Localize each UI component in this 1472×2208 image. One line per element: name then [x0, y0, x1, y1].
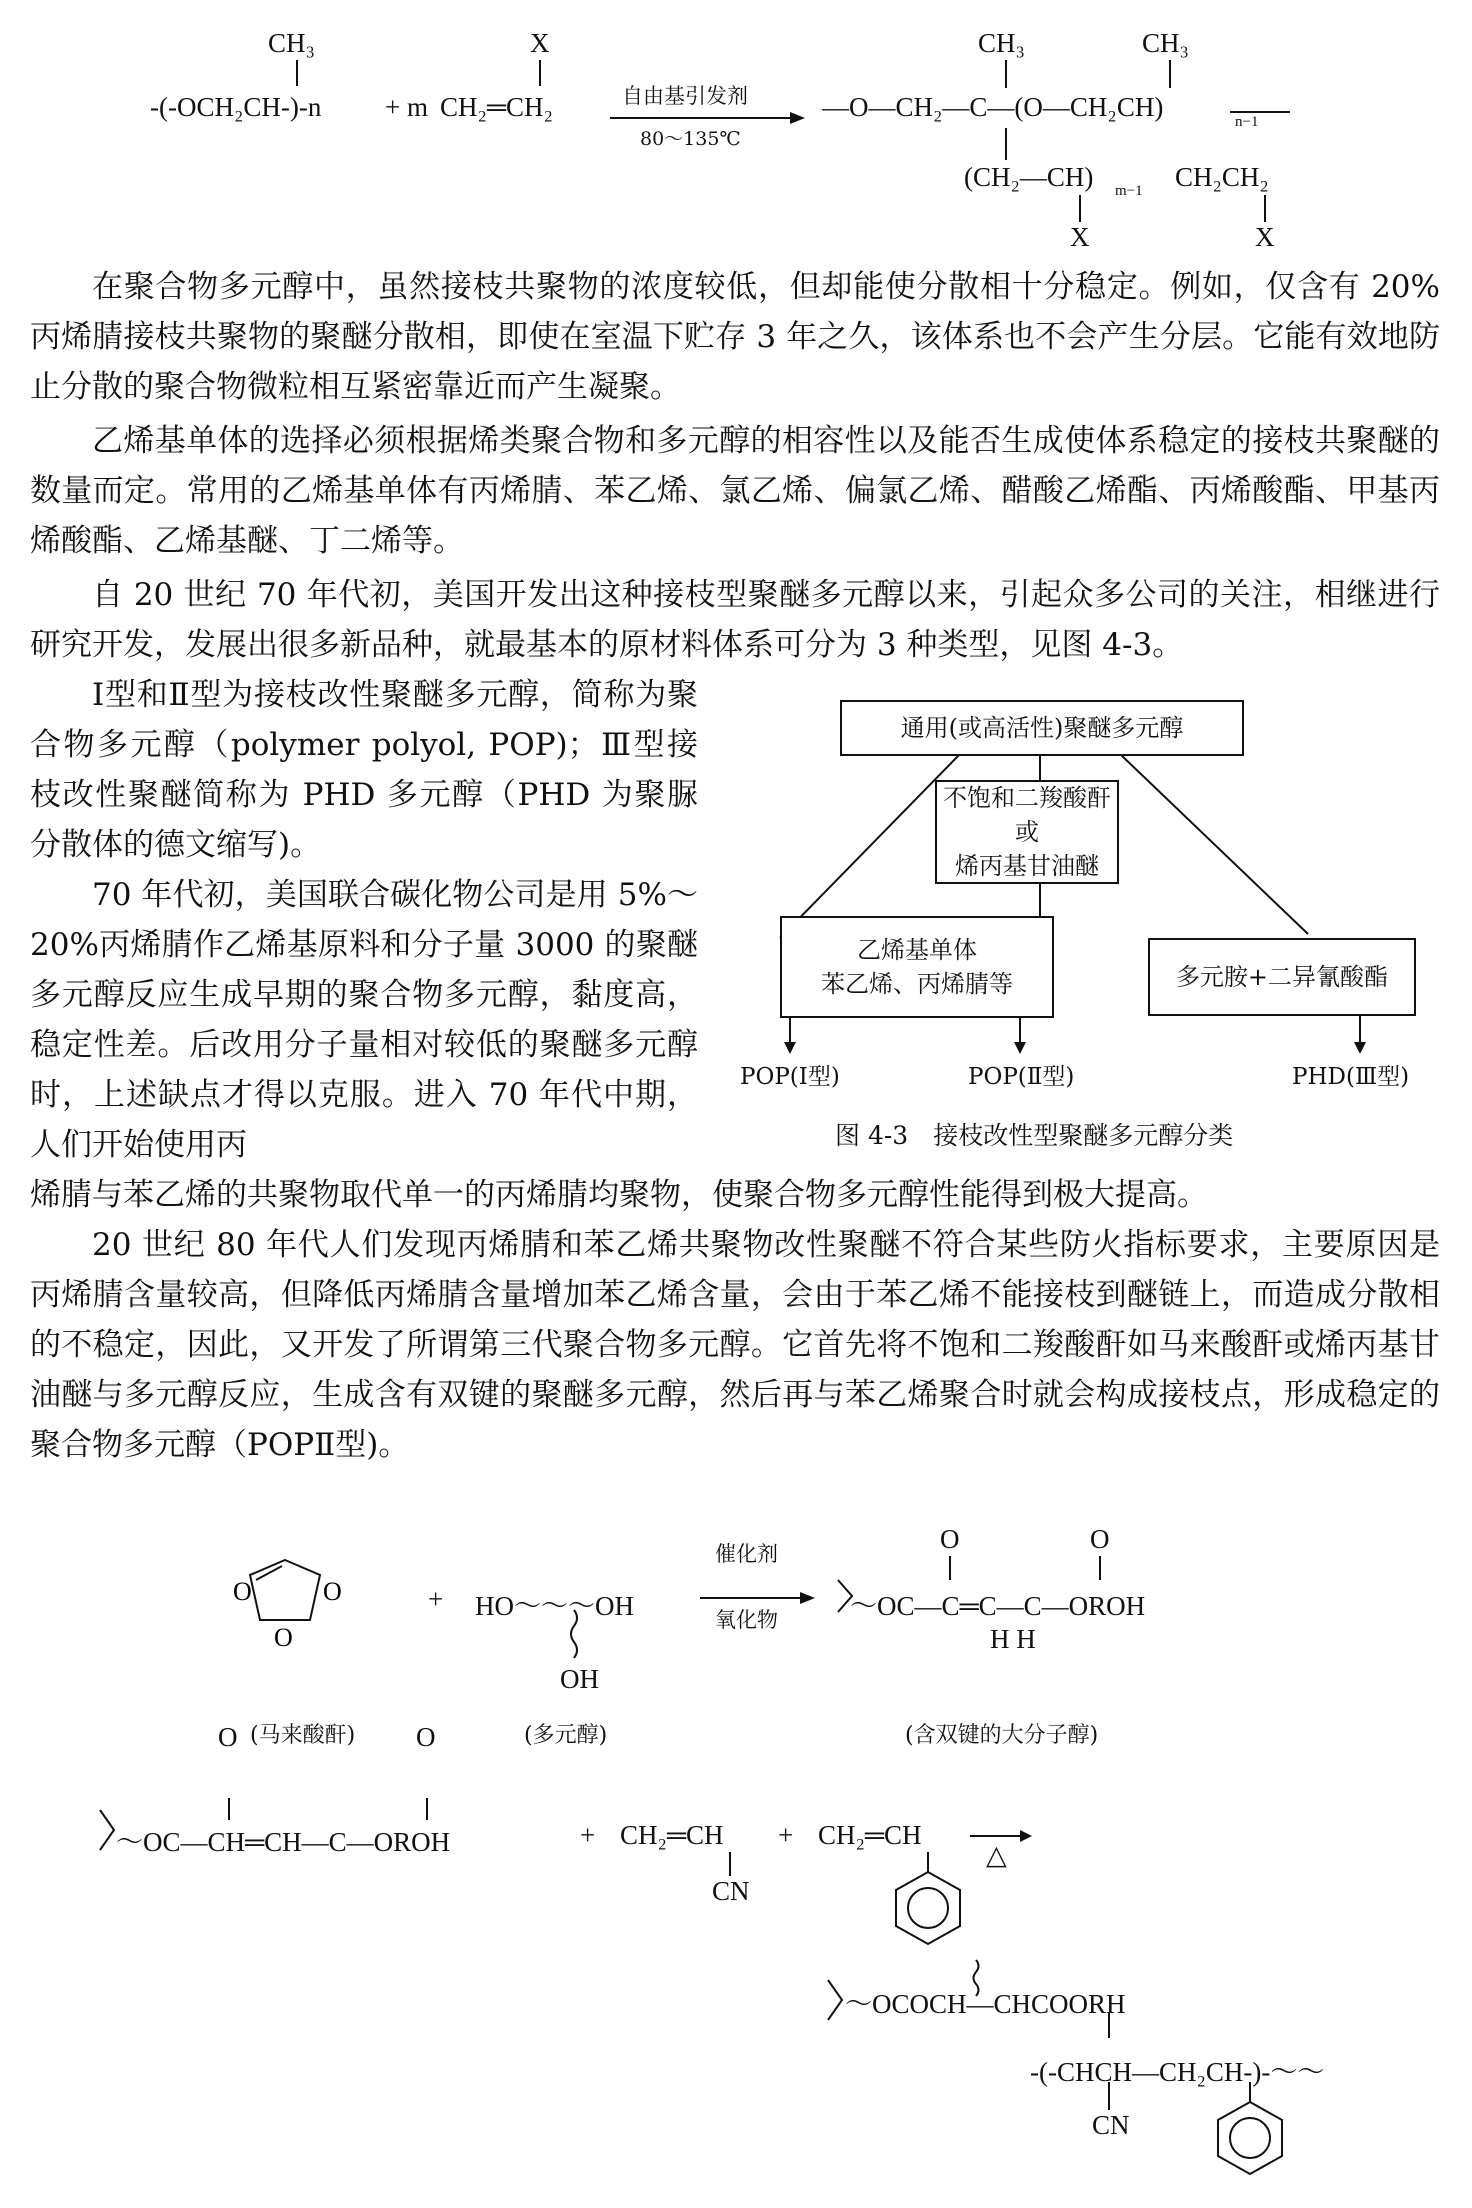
eq2-plus: +	[428, 1584, 444, 1614]
paragraph-2: 乙烯基单体的选择必须根据烯类聚合物和多元醇的相容性以及能否生成使体系稳定的接枝共聚醚的数量而定。常用的乙烯基单体有丙烯腈、苯乙烯、氯乙烯、偏氯乙烯、醋酸乙烯酯、丙烯酸酯、甲基丙烯酸酯、乙烯基醚、丁二烯等。	[30, 423, 1440, 559]
eq4-cn: CN	[1092, 2110, 1130, 2140]
maleic-anhydride-ring	[250, 1560, 320, 1620]
svg-text:O: O	[233, 1577, 252, 1606]
eq2-arrow-bottom: 氧化物	[715, 1608, 778, 1632]
paragraph-4: Ⅰ型和Ⅱ型为接枝改性聚醚多元醇，简称为聚合物多元醇（polymer polyol, POP)；Ⅲ型接枝改性聚醚简称为 PHD 多元醇（PHD 为聚脲分散体的德文缩写)。	[30, 677, 698, 863]
eq1-product-main: —O—CH₂—C—(O—CH₂CH)	[822, 92, 1164, 122]
diagram-middle-line3: 烯丙基甘油醚	[955, 852, 1099, 880]
eq3-styrene: CH₂═CH	[818, 1820, 922, 1850]
eq2-arrow-top: 催化剂	[715, 1542, 778, 1566]
diagram-middle-line1: 不饱和二羧酸酐	[943, 784, 1111, 812]
eq3-o2: O	[416, 1722, 436, 1752]
equation-3-structures	[0, 1760, 1472, 1960]
eq1-branch-sub: m−1	[1115, 183, 1143, 199]
eq1-branch: (CH₂—CH)	[964, 162, 1094, 192]
eq3-plus2: +	[778, 1820, 794, 1850]
eq3-left: ～OC—CH═CH—C—OROH	[116, 1827, 451, 1857]
paragraph-6: 20 世纪 80 年代人们发现丙烯腈和苯乙烯共聚物改性聚醚不符合某些防火指标要求，主要原因是丙烯腈含量较高，但降低丙烯腈含量增加苯乙烯含量，会由于苯乙烯不能接枝到醚链上，而造成分散相的不稳定，因此，又开发了所谓第三代聚合物多元醇。它首先将不饱和二羧酸酐如马来酸酐或烯丙基甘油醚与多元醇反应，生成含有双键的聚醚多元醇，然后再与苯乙烯聚合时就会构成接枝点，形成稳定的聚合物多元醇（POPⅡ型)。	[30, 1227, 1440, 1463]
diagram-top-label: 通用(或高活性)聚醚多元醇	[900, 714, 1184, 742]
diagram-output-1: POP(Ⅰ型)	[740, 1064, 840, 1090]
diagram-top-box	[840, 700, 1244, 756]
diagram-left-line1: 乙烯基单体	[857, 936, 977, 964]
diagram-right-box	[1148, 938, 1416, 1016]
label-maleic-anhydride: (马来酸酐)	[250, 1723, 356, 1748]
eq1-ch3: CH₃	[268, 28, 315, 58]
diagram-output-3: PHD(Ⅲ型)	[1292, 1064, 1410, 1090]
eq1-reactant-a: -(-OCH₂CH-)-n	[150, 92, 322, 122]
diagram-left-box	[780, 916, 1054, 1018]
eq1-prod-ch3-left: CH₃	[978, 28, 1025, 58]
diagram-left-line2: 苯乙烯、丙烯腈等	[821, 970, 1013, 998]
paragraph-5-continued: 烯腈与苯乙烯的共聚物取代单一的丙烯腈均聚物，使聚合物多元醇性能得到极大提高。	[30, 1177, 1208, 1213]
svg-text:O: O	[274, 1623, 293, 1652]
eq1-x-right: X	[1255, 222, 1275, 252]
eq3-heat: △	[986, 1840, 1007, 1870]
eq3-cn: CN	[712, 1876, 750, 1906]
eq1-product-sub: n−1	[1235, 114, 1259, 130]
eq2-product-o1: O	[940, 1524, 960, 1554]
diagram-output-2: POP(Ⅱ型)	[968, 1064, 1075, 1090]
eq2-product-o2: O	[1090, 1524, 1110, 1554]
eq2-polyol-oh: OH	[560, 1664, 599, 1694]
eq2-product-h: H H	[990, 1624, 1036, 1654]
diagram-middle-line2: 或	[1015, 818, 1039, 846]
paragraph-5-column: 70 年代初，美国联合碳化物公司是用 5%～20%丙烯腈作乙烯基原料和分子量 3000 的聚醚多元醇反应生成早期的聚合物多元醇，黏度高，稳定性差。后改用分子量相对较低的聚醚多元醇时，上述缺点才得以克服。进入 70 年代中期，人们开始使用丙	[30, 877, 698, 1163]
eq1-x-left: X	[1070, 222, 1090, 252]
figure-caption: 图 4-3 接枝改性型聚醚多元醇分类	[835, 1121, 1234, 1150]
paragraph-3: 自 20 世纪 70 年代初，美国开发出这种接枝型聚醚多元醇以来，引起众多公司的关注，相继进行研究开发，发展出很多新品种，就最基本的原材料体系可分为 3 种类型，见图 4-3。	[30, 577, 1440, 663]
eq1-x: X	[530, 28, 550, 58]
eq1-reactant-b: CH₂═CH₂	[440, 92, 553, 122]
eq3-o1: O	[218, 1722, 238, 1752]
svg-text:O: O	[323, 1577, 342, 1606]
benzene-ring-2	[1218, 2102, 1282, 2174]
eq3-plus1: +	[580, 1820, 596, 1850]
diagram-right-label: 多元胺+二异氰酸酯	[1175, 963, 1389, 991]
label-macro-alcohol: (含双键的大分子醇)	[905, 1723, 1099, 1748]
diagram-middle-box	[935, 780, 1119, 884]
eq1-branch-tail: CH₂CH₂	[1175, 162, 1269, 192]
eq1-prod-ch3-right: CH₃	[1142, 28, 1189, 58]
benzene-ring-1	[896, 1872, 960, 1944]
eq2-product: ～OC—C═C—C—OROH	[850, 1591, 1146, 1621]
paragraph-1: 在聚合物多元醇中，虽然接枝共聚物的浓度较低，但却能使分散相十分稳定。例如，仅含有 20%丙烯腈接枝共聚物的聚醚分散相，即使在室温下贮存 3 年之久，该体系也不会产生分层。它能有效地防止分散的聚合物微粒相互紧密靠近而产生凝聚。	[30, 269, 1440, 405]
eq4-line2: -(-CHCH—CH₂CH-)-～～	[1030, 2057, 1325, 2087]
label-polyol: (多元醇)	[524, 1723, 608, 1748]
eq2-polyol: HO～～～OH	[475, 1591, 634, 1621]
eq1-arrow-top: 自由基引发剂	[622, 84, 748, 108]
eq4-line1: ～OCOCH—CHCOORH	[845, 1989, 1126, 2019]
eq3-acrylonitrile: CH₂═CH	[620, 1820, 724, 1850]
eq1-plus-m: + m	[385, 92, 428, 122]
eq1-arrow-bottom: 80～135℃	[640, 128, 741, 150]
